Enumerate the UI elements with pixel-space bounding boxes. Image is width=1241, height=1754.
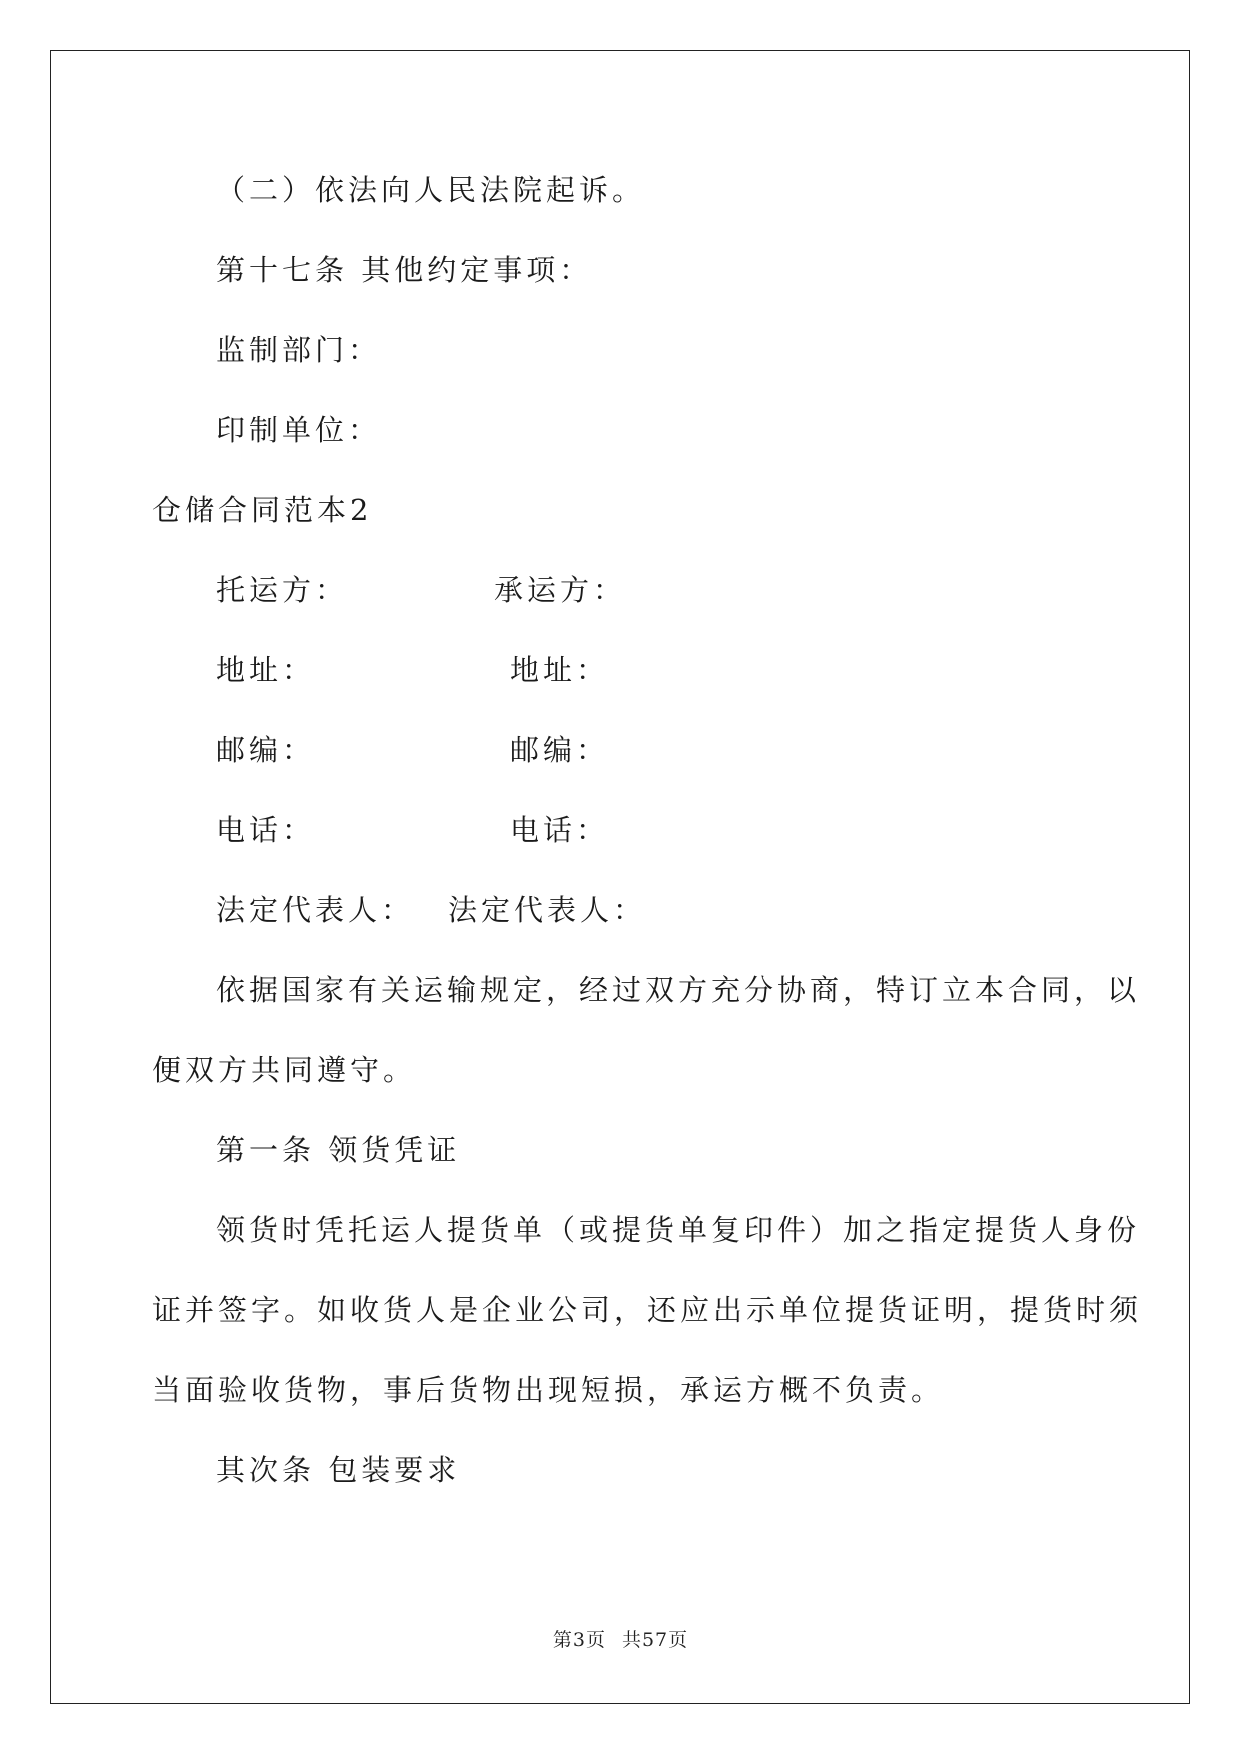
- carrier-postcode-label: 邮编：: [510, 733, 610, 767]
- printing-unit-label: 印制单位：: [216, 413, 382, 447]
- article-1-heading: 第一条 领货凭证: [216, 1133, 461, 1167]
- shipper-postcode-label: 邮编：: [216, 733, 316, 767]
- carrier-address-label: 地址：: [510, 653, 610, 687]
- carrier-phone-label: 电话：: [510, 813, 610, 847]
- article-1-body-line-3: 当面验收货物，事后货物出现短损，承运方概不负责。: [152, 1373, 945, 1407]
- preamble-line-2: 便双方共同遵守。: [152, 1053, 417, 1087]
- article-2-heading: 其次条 包装要求: [216, 1453, 461, 1487]
- page-footer: [0, 1625, 1241, 1652]
- section-title: 仓储合同范本2: [152, 493, 373, 527]
- article-17-heading: 第十七条 其他约定事项：: [216, 253, 593, 287]
- clause-text-lawsuit: （二）依法向人民法院起诉。: [216, 173, 646, 207]
- page-total: 共57页: [621, 1629, 689, 1651]
- shipper-label: 托运方：: [216, 573, 349, 607]
- preamble-line-1: 依据国家有关运输规定，经过双方充分协商，特订立本合同，以: [216, 973, 1141, 1007]
- supervising-dept-label: 监制部门：: [216, 333, 382, 367]
- shipper-phone-label: 电话：: [216, 813, 316, 847]
- page-number: 第3页: [552, 1629, 606, 1651]
- article-1-body-line-1: 领货时凭托运人提货单（或提货单复印件）加之指定提货人身份: [216, 1213, 1141, 1247]
- carrier-legal-rep-label: 法定代表人：: [448, 893, 647, 927]
- shipper-address-label: 地址：: [216, 653, 316, 687]
- carrier-label: 承运方：: [494, 573, 627, 607]
- article-1-body-line-2: 证并签字。如收货人是企业公司，还应出示单位提货证明，提货时须: [152, 1293, 1143, 1327]
- shipper-legal-rep-label: 法定代表人：: [216, 893, 415, 927]
